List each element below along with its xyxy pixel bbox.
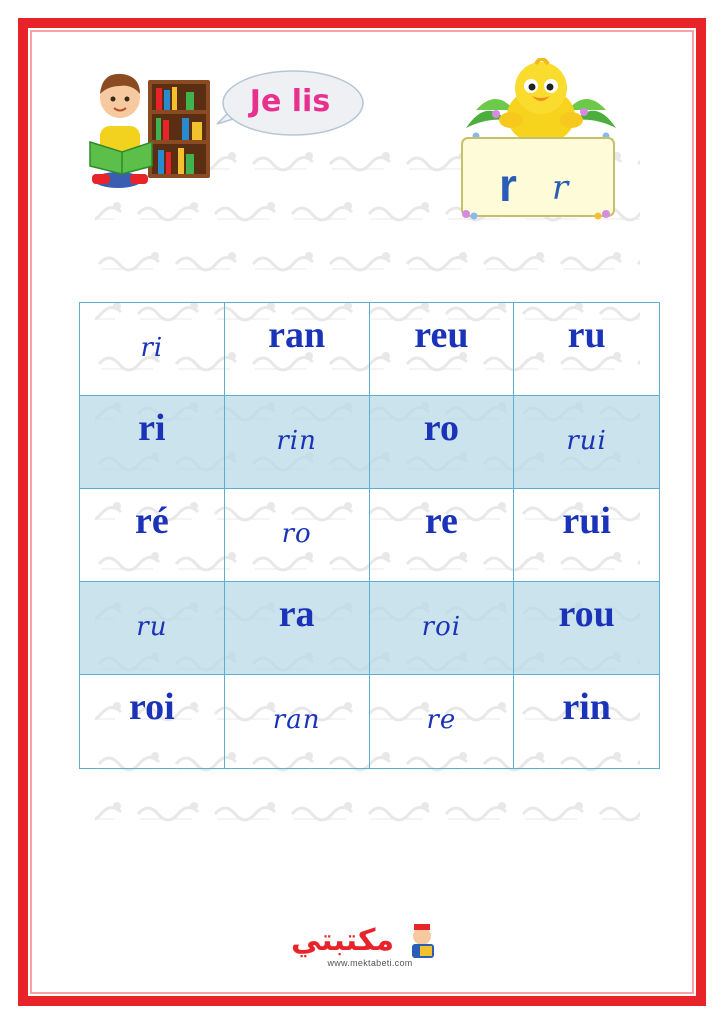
syllable-cell: ru (80, 582, 225, 675)
syllable-cell: reu (370, 303, 515, 396)
syllable-cell: ri (80, 303, 225, 396)
footer-url: www.mektabeti.com (327, 958, 413, 968)
syllable-cell: ran (225, 675, 370, 768)
syllable-cell: ran (225, 303, 370, 396)
syllable-cell: rin (225, 396, 370, 489)
syllable-grid (79, 302, 660, 769)
syllable-cell: ré (80, 489, 225, 582)
sign-letter-cursive: r (551, 168, 569, 208)
bubble-title: Je lis (249, 84, 331, 119)
syllable-cell: re (370, 489, 515, 582)
syllable-cell: rui (514, 396, 659, 489)
syllable-cell: ro (225, 489, 370, 582)
syllable-cell: ro (370, 396, 515, 489)
syllable-cell: re (370, 675, 515, 768)
syllable-cell: ra (225, 582, 370, 675)
syllable-cell: ri (80, 396, 225, 489)
syllable-cell: roi (370, 582, 515, 675)
sign-letter-print: r (499, 159, 517, 211)
syllable-cell: rui (514, 489, 659, 582)
syllable-cell: ru (514, 303, 659, 396)
footer-logo-text: مكتبتي (290, 923, 395, 958)
syllable-cell: rou (514, 582, 659, 675)
syllable-cell: roi (80, 675, 225, 768)
syllable-cell: rin (562, 686, 611, 728)
